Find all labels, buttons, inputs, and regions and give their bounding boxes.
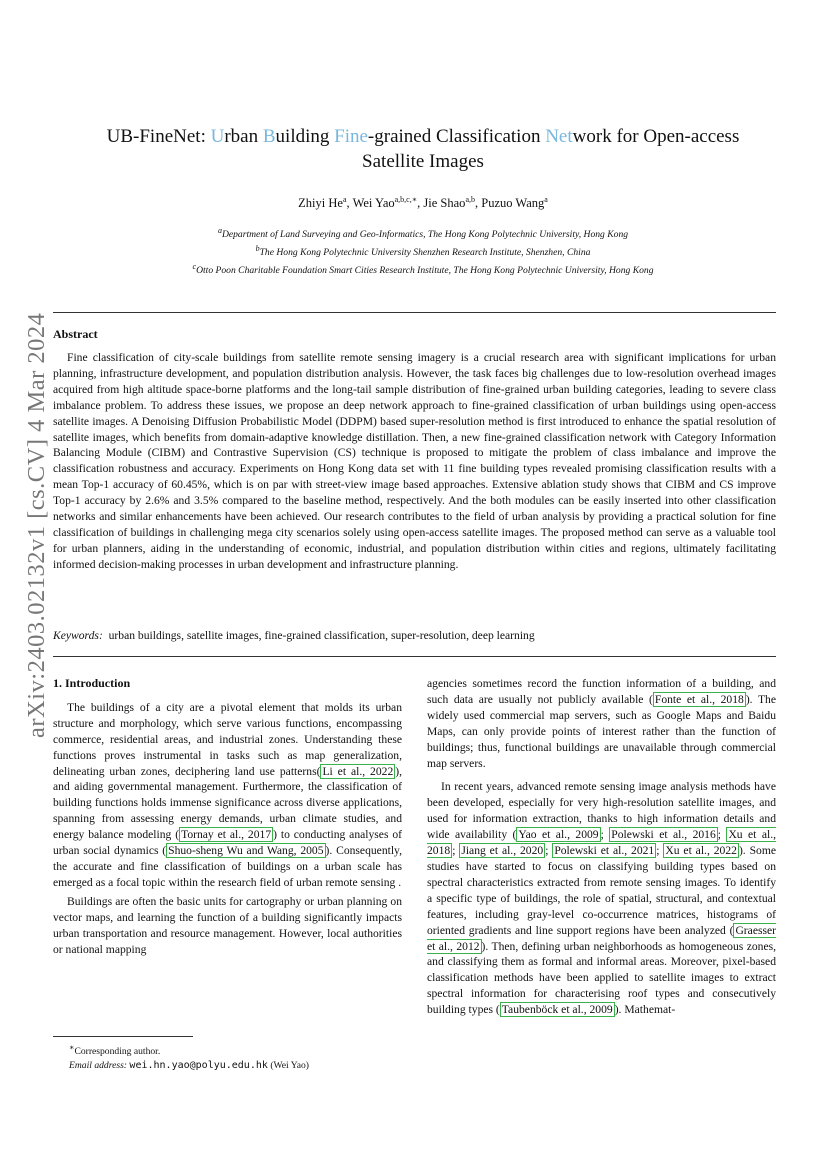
abstract-heading: Abstract [53, 327, 98, 341]
paragraph: Buildings are often the basic units for cartography or urban planning on vector maps, and learning the function of a building significantly impacts urban transportation and resource management. However, local authorities or national mapping [53, 894, 402, 956]
left-column [53, 676, 402, 960]
author-list: Zhiyi He$^a$, Wei Yao$^{a,b,c,∗}$, Jie Shao$^{a,b}$, Puzuo Wang$^a$ [298, 195, 548, 211]
author: Zhiyi He$^a$ [298, 195, 347, 211]
abstract-text: Fine classification of city-scale buildings from satellite remote sensing imagery is a crucial research area with significant implications for urban planning, infrastructure development, and population distribution analysis. However, the task faces big challenges due to low-resolution overhead images acquired from high altitude space-borne platforms and the long-tail sample distribution of fine-grained urban building categories, leading to severe class imbalance problem. To address these issues, we propose an deep network approach to fine-grained classification of urban buildings using open-access satellite images. A Denoising Diffusion Probabilistic Model (DDPM) based super-resolution method is first introduced to enhance the spatial resolution of satellite images, which benefits from domain-adaptive knowledge distillation. Then, a new fine-grained classification network with Category Information Balancing Module (CIBM) and Contrastive Supervision (CS) technique is proposed to mitigate the problem of class imbalance and improve the classification robustness and accuracy. Experiments on Hong Kong data set with 11 fine building types revealed promising classification results with a mean Top-1 accuracy of 60.45%, which is on par with street-view image based approaches. Extensive ablation study shows that CIBM and CS improve Top-1 accuracy by 2.6% and 3.5% compared to the baseline method, respectively. And the both modules can be easily inserted into other classification networks and similar enhancements have been achieved. Our research contributes to the field of urban analysis by providing a practical solution for fine classification of buildings in challenging mega city scenarios solely using open-access satellite images. The proposed method can serve as a valuable tool for urban planners, aiding in the understanding of economic, industrial, and population distribution within cities and regions, ultimately facilitating informed decision-making processes in urban development and infrastructure planning. [53, 351, 776, 571]
citation-link[interactable]: Fonte et al., 2018 [654, 692, 744, 706]
divider-top [53, 312, 776, 313]
citation-link[interactable]: Tornay et al., 2017 [181, 828, 272, 842]
author: Puzuo Wang$^a$ [481, 195, 548, 211]
citation-link[interactable]: Taubenböck et al., 2009 [501, 1003, 613, 1017]
arxiv-identifier: arXiv:2403.02132v1 [cs.CV] 4 Mar 2024 [23, 312, 50, 738]
paragraph: agencies sometimes record the function information of a building, and such data are usually not publicly available ( Fonte et al., 2018 ). The widely used commercial map servers, such as Google Maps and Baidu Maps, can only provide points of interest rather than the function of buildings; thus, functional buildings are unavailable through commercial map servers. [427, 677, 776, 770]
affiliation: $^a$Department of Land Surveying and Geo-Informatics, The Hong Kong Polytechnic University, Hong Kong [217, 226, 629, 241]
footnote-rule [53, 1036, 193, 1037]
citation-link[interactable]: Yao et al., 2009 [518, 828, 599, 842]
paragraph: In recent years, advanced remote sensing image analysis methods have been developed, especially for very high-resolution satellite images, and used for information extraction, thanks to high information details and wide availability ( Yao et al., 2009 ; Polewski et al., 2016 ; Xu et al., 2018 ; Jiang et al., 2020 ; Polewski et al., 2021 ; Xu et al., 2022 ). Some studies have started to focus on classifying building types based on spectral characteristics extracted from remote sensing images. To identify a specific type of buildings, the role of spatial, structural, and contextual features, including gray-level co-occurrence matrices, histograms of oriented gradients and line support regions have been analyzed ( Graesser et al., 2012 ). Then, defining urban neighborhoods as homogeneous zones, and classifying them as formal and informal areas. Moreover, pixel-based classification methods have been applied to satellite images to extract spectral information for characterising roof types and consecutively building types ( Taubenböck et al., 2009 ). Mathemat- [427, 780, 777, 1017]
citation-link[interactable]: Xu et al., 2022 [665, 844, 737, 858]
affiliation: $^b$The Hong Kong Polytechnic University Shenzhen Research Institute, Shenzhen, China [255, 243, 591, 259]
paragraph: The buildings of a city are a pivotal element that molds its urban structure and morphology, which serve various functions, encompassing commerce, residential areas, and industrial zones. Understanding these functions proves instrumental in tasks such as map generalization, delineating urban zones, deciphering land use patterns( Li et al., 2022 ), and aiding governmental management. Furthermore, the classification of building functions holds immense significance across diverse applications, spanning from assessing energy demands, urban climate studies, and energy balance modeling ( Tornay et al., 2017 ) to conducting analyses of urban social dynamics ( Shuo-sheng Wu and Wang, 2005 ). Consequently, the accurate and fine classification of buildings on a urban scale has emerged as a focal topic within the research field of urban remote sensing . [53, 700, 403, 889]
citation-link[interactable]: Polewski et al., 2016 [611, 828, 716, 842]
citation-link[interactable]: Polewski et al., 2021 [554, 844, 655, 858]
citation-link[interactable]: Xu et al., 2018 [427, 828, 776, 858]
divider-bottom [53, 656, 776, 657]
citation-link[interactable]: Jiang et al., 2020 [461, 844, 544, 858]
affiliations [60, 224, 786, 278]
affiliation: $^c$Otto Poon Charitable Foundation Smart Cities Research Institute, The Hong Kong Polytechnic University, Hong Kong [192, 261, 654, 277]
footnote: ∗Corresponding author. Email address: wei.hn.yao@polyu.edu.hk (Wei Yao) [53, 1036, 402, 1073]
citation-link[interactable]: Shuo-sheng Wu and Wang, 2005 [168, 844, 324, 858]
paper-title: UB-FineNet: Urban Building Fine-grained Classification Network for Open-access Satellite Images [106, 126, 740, 172]
author: Wei Yao$^{a,b,c,∗}$ [352, 195, 418, 211]
citation-link[interactable]: Graesser et al., 2012 [427, 923, 776, 953]
right-column [427, 676, 776, 1021]
author: Jie Shao$^{a,b}$ [423, 195, 475, 211]
keywords: Keywords: urban buildings, satellite images, fine-grained classification, super-resolution, deep learning [53, 629, 535, 642]
citation-link[interactable]: Li et al., 2022 [322, 764, 394, 778]
section-heading: 1. Introduction [53, 676, 131, 690]
email-link[interactable]: wei.hn.yao@polyu.edu.hk [129, 1060, 268, 1072]
